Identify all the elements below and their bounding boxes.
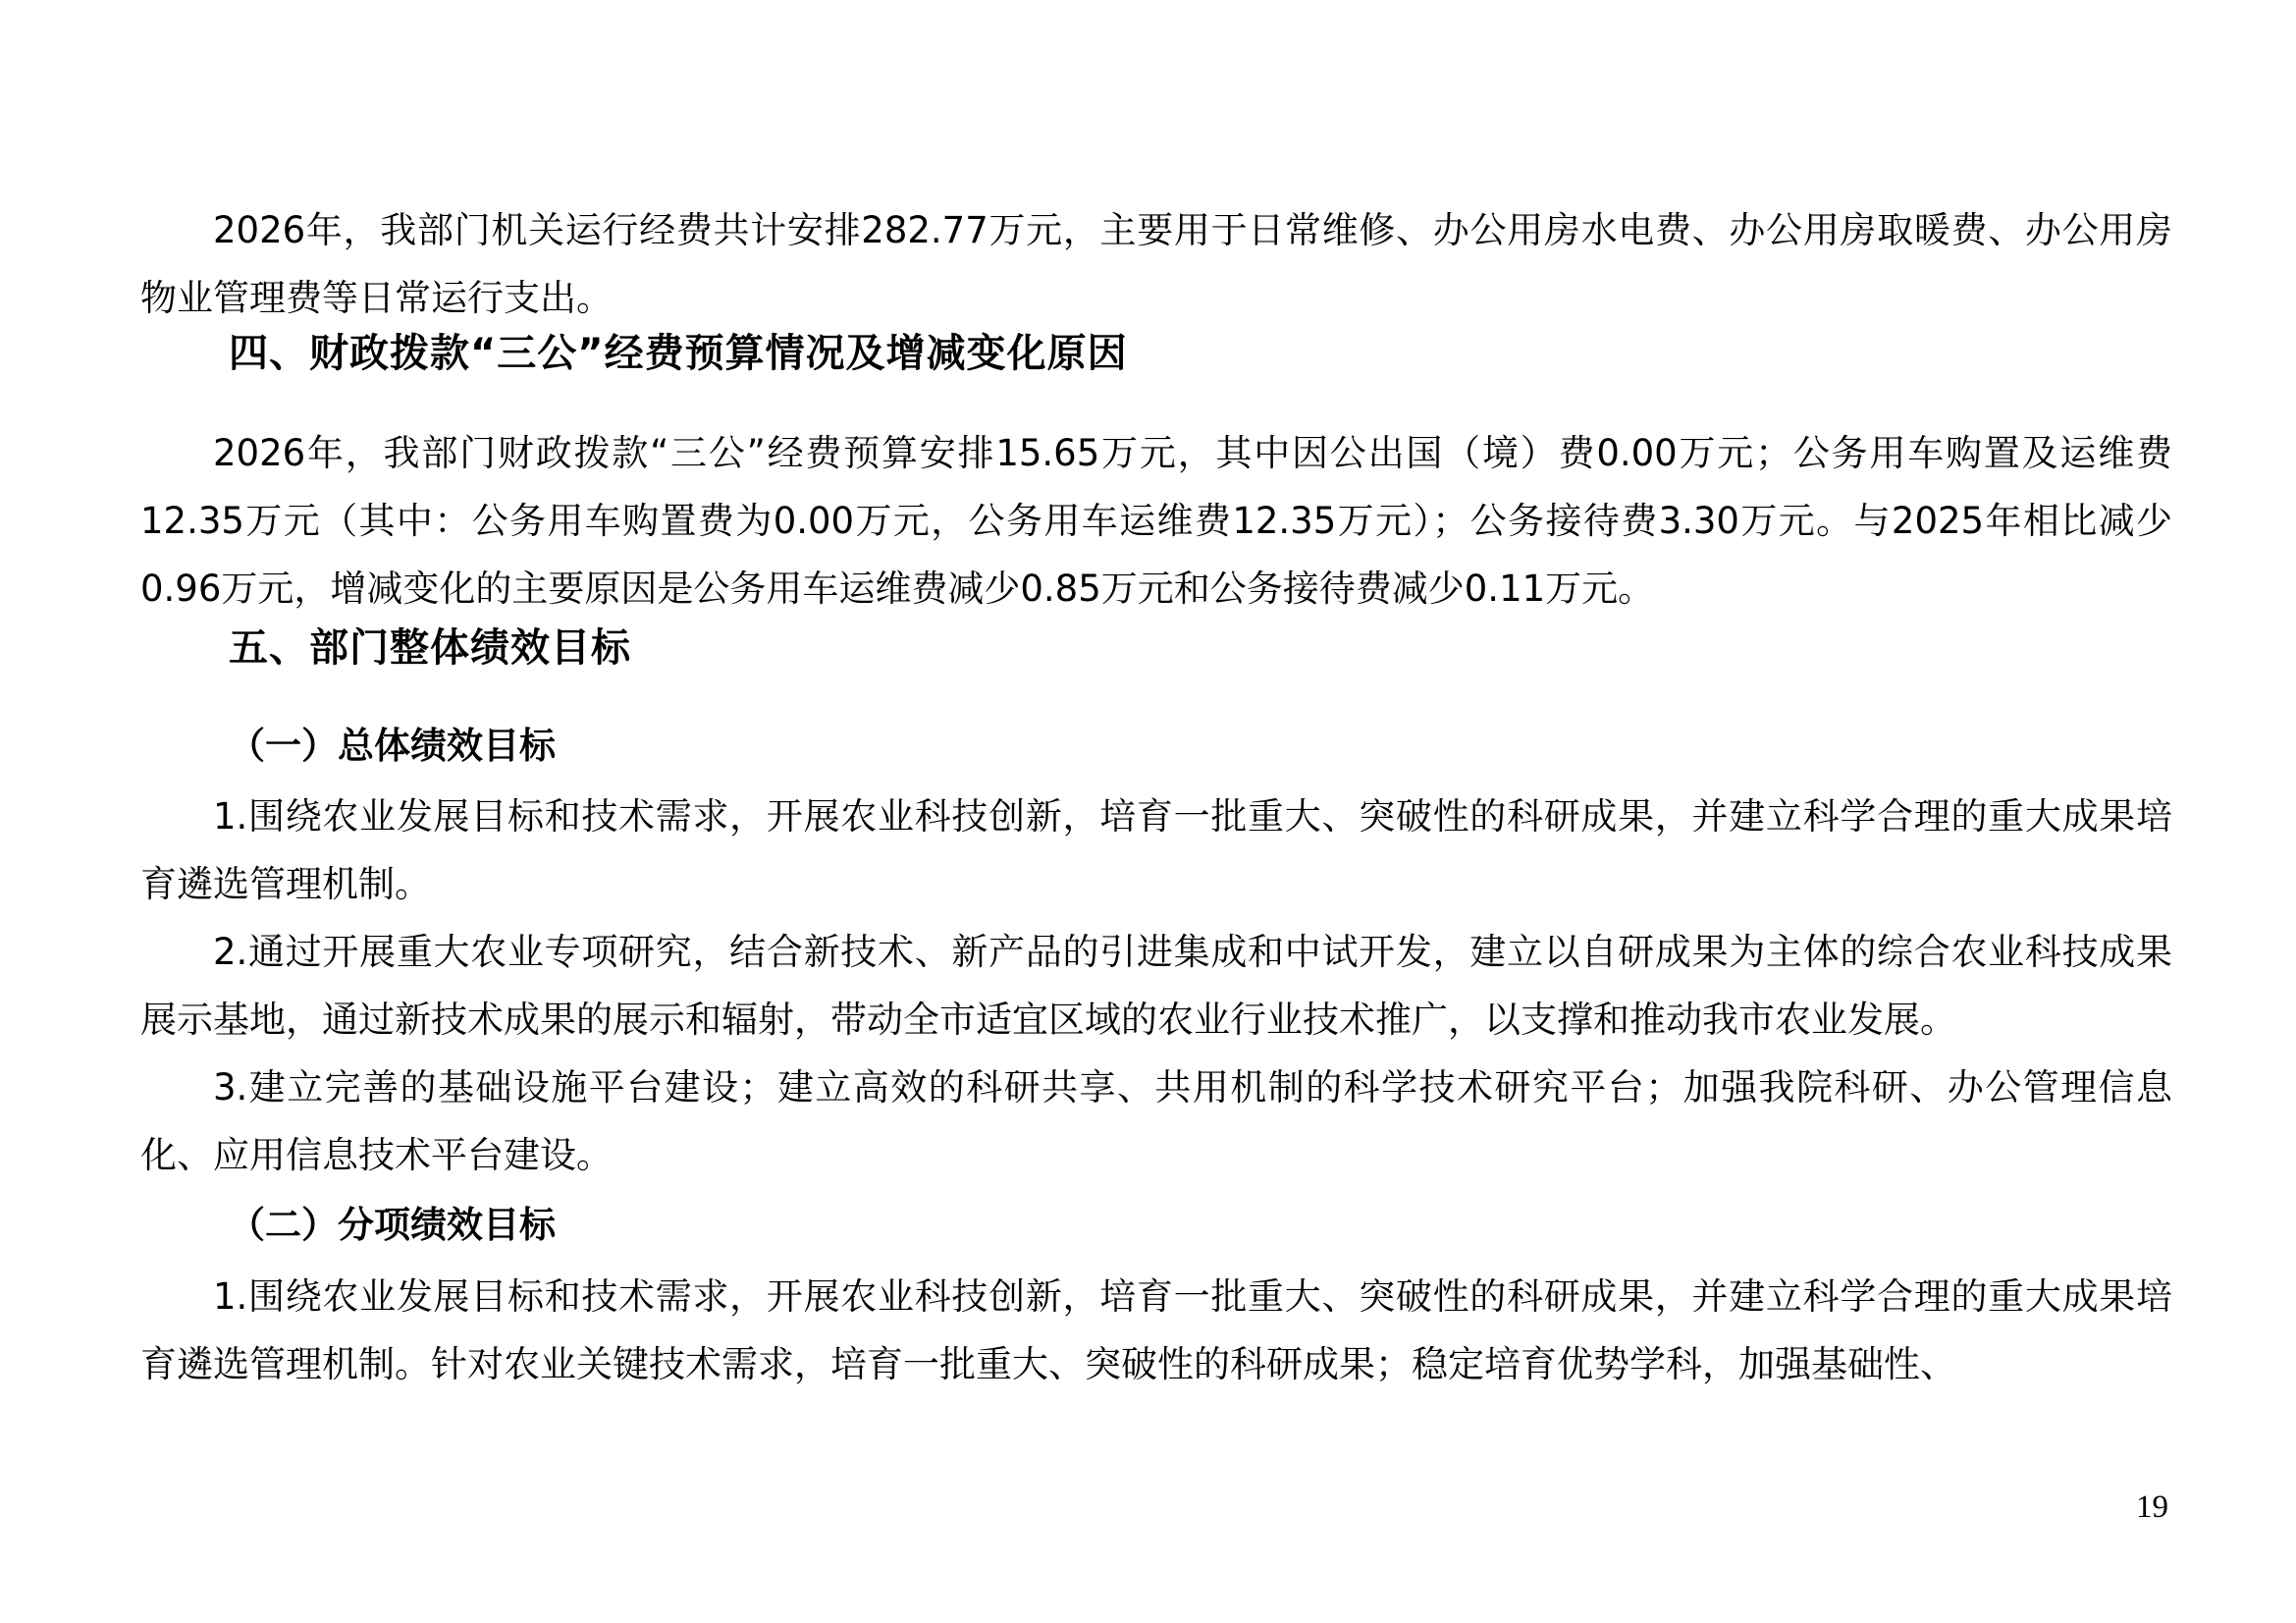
page-number: 19 [2136, 1489, 2168, 1525]
section-heading-three-public-expenses: 四、财政拨款“三公”经费预算情况及增减变化原因 [229, 331, 1128, 376]
overall-goal-item-1: 1.围绕农业发展目标和技术需求，开展农业科技创新，培育一批重大、突破性的科研成果，并建立科学合理的重大成果培育遴选管理机制。 [140, 795, 2172, 905]
section-heading-performance-goals: 五、部门整体绩效目标 [229, 625, 631, 671]
overall-goal-item-3: 3.建立完善的基础设施平台建设；建立高效的科研共享、共用机制的科学技术研究平台；加强我院科研、办公管理信息化、应用信息技术平台建设。 [140, 1066, 2172, 1176]
paragraph-operating-expenses: 2026年，我部门机关运行经费共计安排282.77万元，主要用于日常维修、办公用房水电费、办公用房取暖费、办公用房物业管理费等日常运行支出。 [140, 209, 2172, 319]
overall-goal-item-2: 2.通过开展重大农业专项研究，结合新技术、新产品的引进集成和中试开发，建立以自研成果为主体的综合农业科技成果展示基地，通过新技术成果的展示和辐射，带动全市适宜区域的农业行业技术推广，以支撑和推动我市农业发展。 [140, 931, 2172, 1041]
itemized-goal-item-1: 1.围绕农业发展目标和技术需求，开展农业科技创新，培育一批重大、突破性的科研成果，并建立科学合理的重大成果培育遴选管理机制。针对农业关键技术需求，培育一批重大、突破性的科研成果；稳定培育优势学科，加强基础性、 [140, 1275, 2172, 1385]
paragraph-three-public-expenses: 2026年，我部门财政拨款“三公”经费预算安排15.65万元，其中因公出国（境）费0.00万元；公务用车购置及运维费12.35万元（其中：公务用车购置费为0.00万元，公务用车运维费12.35万元）；公务接待费3.30万元。与2025年相比减少0.96万元，增减变化的主要原因是公务用车运维费减少0.85万元和公务接待费减少0.11万元。 [140, 432, 2172, 610]
subheading-overall-goals: （一）总体绩效目标 [229, 725, 556, 767]
subheading-itemized-goals: （二）分项绩效目标 [229, 1204, 556, 1246]
